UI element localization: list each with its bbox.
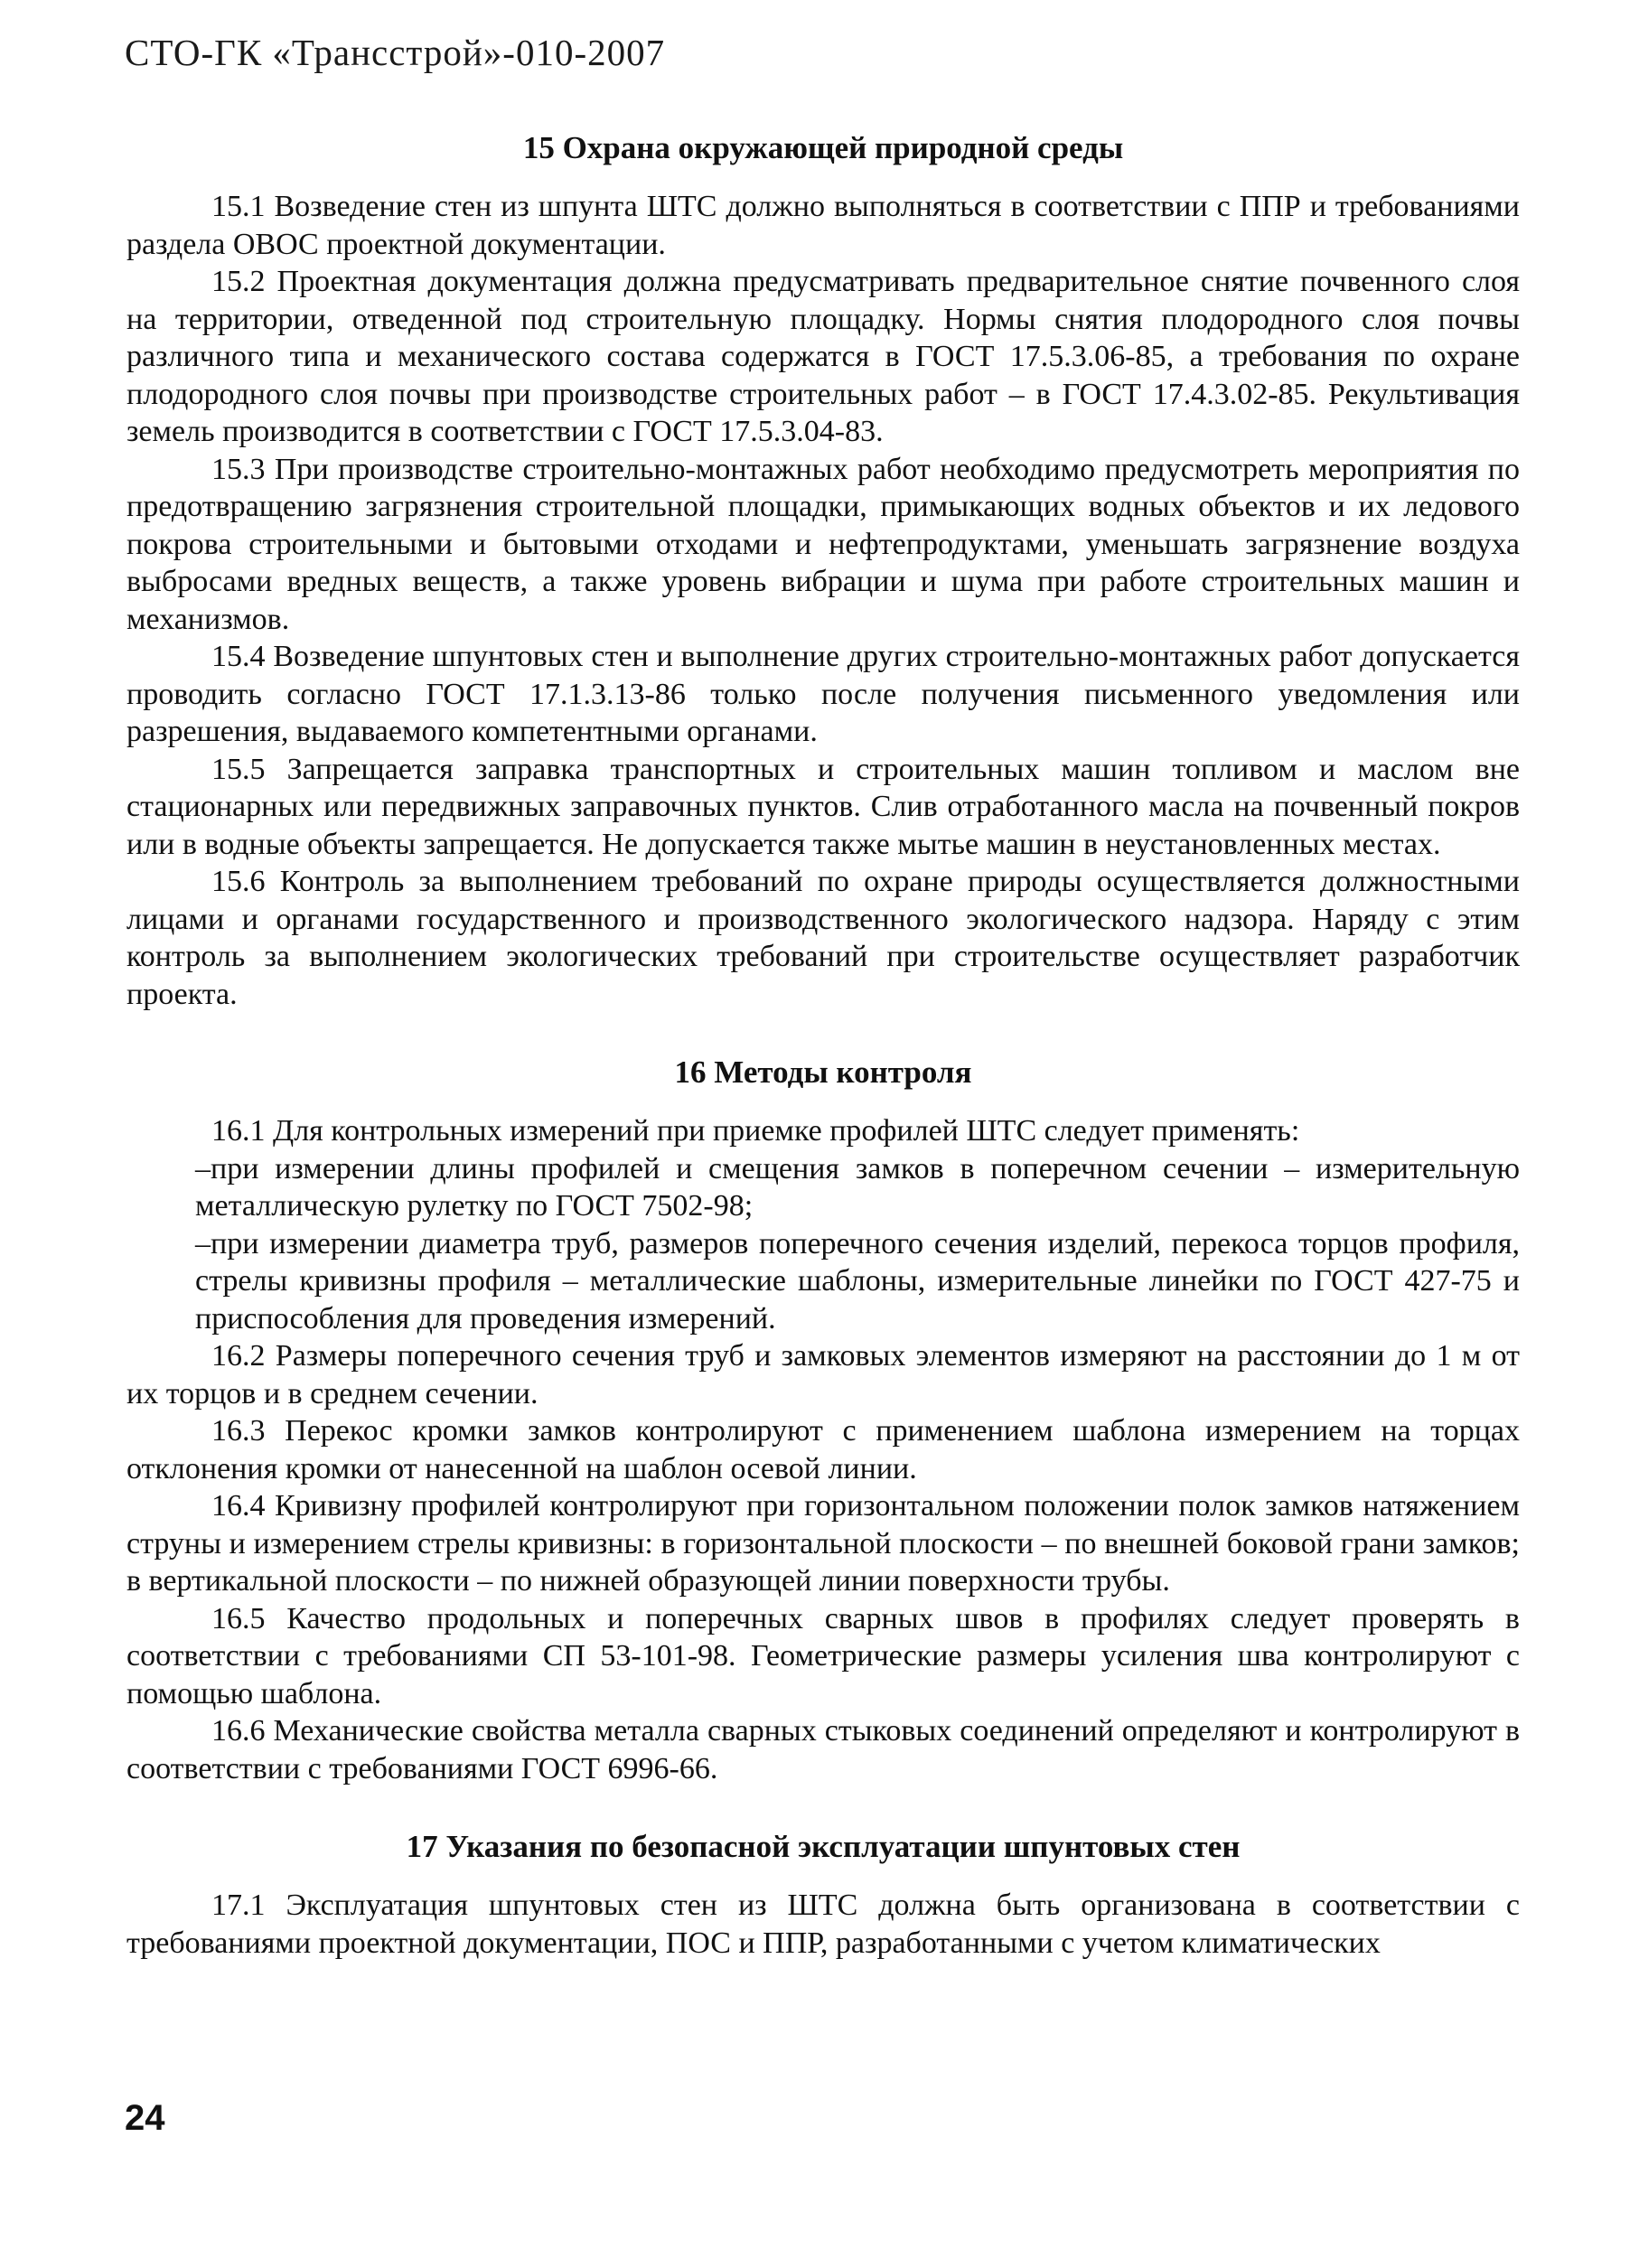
section-17-title: 17 Указания по безопасной эксплуатации шпунтовых стен [406,1829,1241,1864]
paragraph-16-5: 16.5 Качество продольных и поперечных сварных швов в профилях следует проверять в соответствии с требованиями СП 53-101-98. Геометрические размеры усиления шва контролируют с помощью шаблона. [126,1601,1520,1710]
paragraph-16-1-item-a: –при измерении длины профилей и смещения замков в поперечном сечении – измерительную металлическую рулетку по ГОСТ 7502-98; [195,1151,1520,1223]
paragraph-16-3: 16.3 Перекос кромки замков контролируют с применением шаблона измерением на торцах отклонения кромки от нанесенной на шаблон осевой линии. [126,1414,1520,1485]
paragraph-16-1-item-b: –при измерении диаметра труб, размеров поперечного сечения изделий, перекоса торцов профиля, стрелы кривизны профиля – металлические шаблоны, измерительные линейки по ГОСТ 427-75 и приспособления для проведения измерений. [195,1226,1520,1335]
paragraph-16-2: 16.2 Размеры поперечного сечения труб и замковых элементов измеряют на расстоянии до 1 м от их торцов и в среднем сечении. [126,1339,1520,1410]
document-code-header: СТО-ГК «Трансстрой»-010-2007 [125,32,666,73]
paragraph-15-4: 15.4 Возведение шпунтовых стен и выполнение других строительно-монтажных работ допускается проводить согласно ГОСТ 17.1.3.13-86 только после получения письменного уведомления или разрешения, выдаваемого компетентными органами. [126,640,1520,748]
paragraph-16-6: 16.6 Механические свойства металла сварных стыковых соединений определяют и контролируют в соответствии с требованиями ГОСТ 6996-66. [126,1714,1520,1785]
paragraph-15-5: 15.5 Запрещается заправка транспортных и строительных машин топливом и маслом вне стационарных или передвижных заправочных пунктов. Слив отработанного масла на почвенный покров или в водные объекты запрещается. Не допускается также мытье машин в неустановленных местах. [126,752,1520,861]
page-number: 24 [125,2098,165,2138]
section-15-title: 15 Охрана окружающей природной среды [522,130,1124,165]
paragraph-15-6: 15.6 Контроль за выполнением требований по охране природы осуществляется должностными лицами и органами государственного и производственного экологического надзора. Наряду с этим контроль за выполнением экологических требований при строительстве осуществляет разработчик проекта. [126,865,1520,1011]
document-body [126,128,1520,1962]
paragraph-16-4: 16.4 Кривизну профилей контролируют при горизонтальном положении полок замков натяжением струны и измерением стрелы кривизны: в горизонтальной плоскости – по внешней боковой грани замков; в вертикальной плоскости – по нижней образующей линии поверхности трубы. [126,1489,1520,1598]
paragraph-17-1: 17.1 Эксплуатация шпунтовых стен из ШТС должна быть организована в соответствии с требованиями проектной документации, ПОС и ППР, разработанными с учетом климатических [126,1888,1520,1960]
paragraph-15-2: 15.2 Проектная документация должна предусматривать предварительное снятие почвенного слоя на территории, отведенной под строительную площадку. Нормы снятия плодородного слоя почвы различного типа и механического состава содержатся в ГОСТ 17.5.3.06-85, а требования по охране плодородного слоя почвы при производстве строительных работ – в ГОСТ 17.4.3.02-85. Рекультивация земель производится в соответствии с ГОСТ 17.5.3.04-83. [126,265,1520,448]
paragraph-15-1: 15.1 Возведение стен из шпунта ШТС должно выполняться в соответствии с ППР и требованиями раздела ОВОС проектной документации. [126,190,1520,261]
section-16-title: 16 Методы контроля [674,1054,972,1090]
paragraph-15-3: 15.3 При производстве строительно-монтажных работ необходимо предусмотреть мероприятия по предотвращению загрязнения строительной площадки, примыкающих водных объектов и их ледового покрова строительными и бытовыми отходами и нефтепродуктами, уменьшать загрязнение воздуха выбросами вредных веществ, а также уровень вибрации и шума при работе строительных машин и механизмов. [126,452,1520,636]
paragraph-16-1: 16.1 Для контрольных измерений при приемке профилей ШТС следует применять: [211,1114,1300,1148]
